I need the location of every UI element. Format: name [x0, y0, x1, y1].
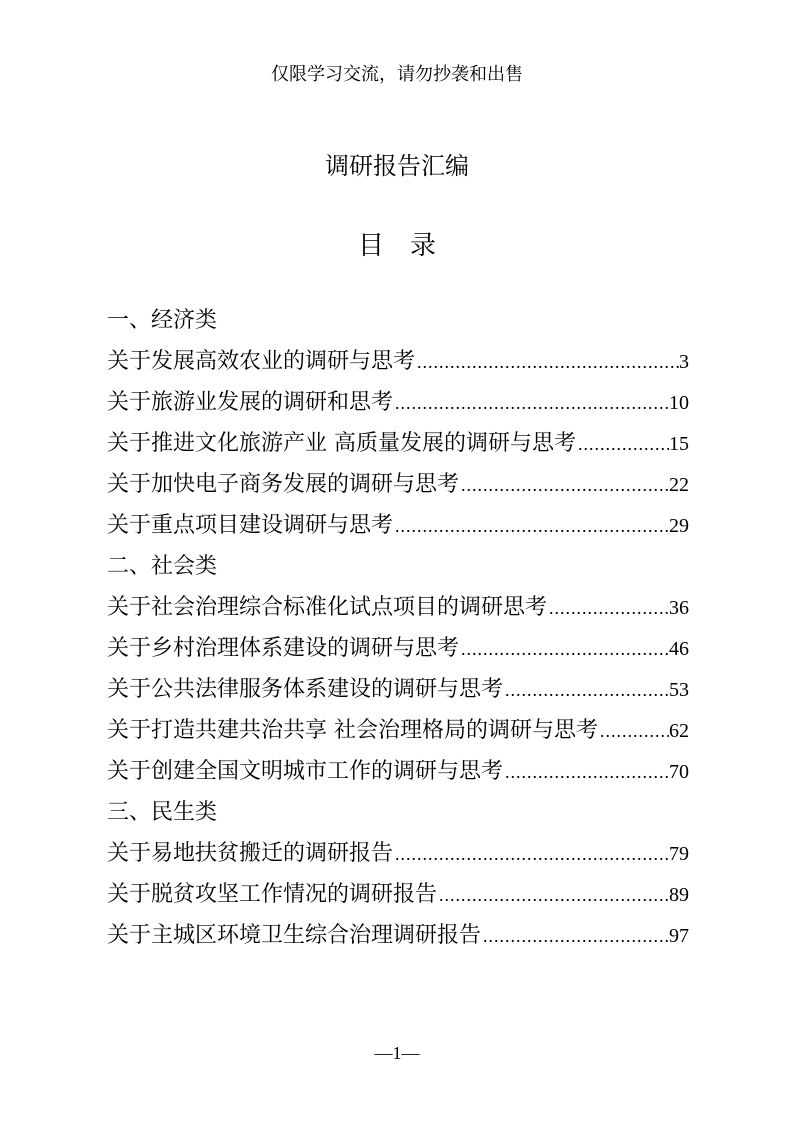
toc-entry[interactable]: [107, 915, 689, 956]
toc-entry[interactable]: [107, 874, 689, 915]
dot-leader: [576, 424, 669, 465]
entry-page-number: 22: [669, 474, 689, 496]
entry-title: 关于创建全国文明城市工作的调研与思考: [107, 759, 504, 784]
entry-page-number: 53: [669, 679, 689, 701]
dot-leader: [393, 506, 669, 547]
entry-title: 关于重点项目建设调研与思考: [107, 513, 394, 538]
entry-title: 关于脱贫攻坚工作情况的调研报告: [107, 882, 438, 907]
entry-title: 关于加快电子商务发展的调研与思考: [107, 472, 460, 497]
dot-leader: [598, 711, 669, 752]
page-number-footer: —1—: [374, 1043, 420, 1063]
entry-title: 关于社会治理综合标准化试点项目的调研思考: [107, 595, 548, 620]
entry-title: 关于公共法律服务体系建设的调研与思考: [107, 677, 504, 702]
dot-leader: [503, 752, 669, 793]
dot-leader: [437, 875, 669, 916]
toc-entry[interactable]: [107, 505, 689, 546]
header-note: 仅限学习交流，请勿抄袭和出售: [271, 64, 523, 85]
dot-leader: [459, 465, 669, 506]
entry-page-number: 46: [669, 638, 689, 660]
toc-entry[interactable]: [107, 751, 689, 792]
toc-entry[interactable]: [107, 341, 689, 382]
section-heading: 一、经济类: [107, 308, 218, 333]
entry-title: 关于推进文化旅游产业 高质量发展的调研与思考: [107, 431, 576, 456]
entry-title: 关于乡村治理体系建设的调研与思考: [107, 636, 460, 661]
toc-entry[interactable]: [107, 464, 689, 505]
entry-title: 关于旅游业发展的调研和思考: [107, 390, 394, 415]
toc-section-society: [107, 546, 689, 792]
document-title: 调研报告汇编: [325, 152, 469, 180]
dot-leader: [393, 383, 669, 424]
entry-page-number: 29: [669, 515, 689, 537]
entry-title: 关于易地扶贫搬迁的调研报告: [107, 841, 394, 866]
entry-page-number: 36: [669, 597, 689, 619]
table-of-contents: [107, 300, 689, 956]
entry-page-number: 3: [679, 351, 689, 373]
entry-page-number: 70: [669, 761, 689, 783]
entry-page-number: 10: [669, 392, 689, 414]
dot-leader: [547, 588, 669, 629]
dot-leader: [459, 629, 669, 670]
entry-page-number: 79: [669, 843, 689, 865]
entry-title: 关于打造共建共治共享 社会治理格局的调研与思考: [107, 718, 598, 743]
toc-entry[interactable]: [107, 423, 689, 464]
toc-entry[interactable]: [107, 587, 689, 628]
toc-section-economy: [107, 300, 689, 546]
dot-leader: [481, 916, 669, 957]
dot-leader: [393, 834, 669, 875]
dot-leader: [503, 670, 669, 711]
entry-title: 关于发展高效农业的调研与思考: [107, 349, 416, 374]
toc-section-livelihood: [107, 792, 689, 956]
toc-entry[interactable]: [107, 833, 689, 874]
toc-entry[interactable]: [107, 382, 689, 423]
entry-title: 关于主城区环境卫生综合治理调研报告: [107, 923, 482, 948]
entry-page-number: 62: [669, 720, 689, 742]
section-heading: 二、社会类: [107, 554, 218, 579]
toc-entry[interactable]: [107, 628, 689, 669]
entry-page-number: 15: [669, 433, 689, 455]
toc-entry[interactable]: [107, 710, 689, 751]
dot-leader: [415, 342, 679, 383]
section-heading: 三、民生类: [107, 800, 218, 825]
entry-page-number: 97: [669, 925, 689, 947]
entry-page-number: 89: [669, 884, 689, 906]
toc-entry[interactable]: [107, 669, 689, 710]
toc-title: 目 录: [357, 231, 436, 261]
